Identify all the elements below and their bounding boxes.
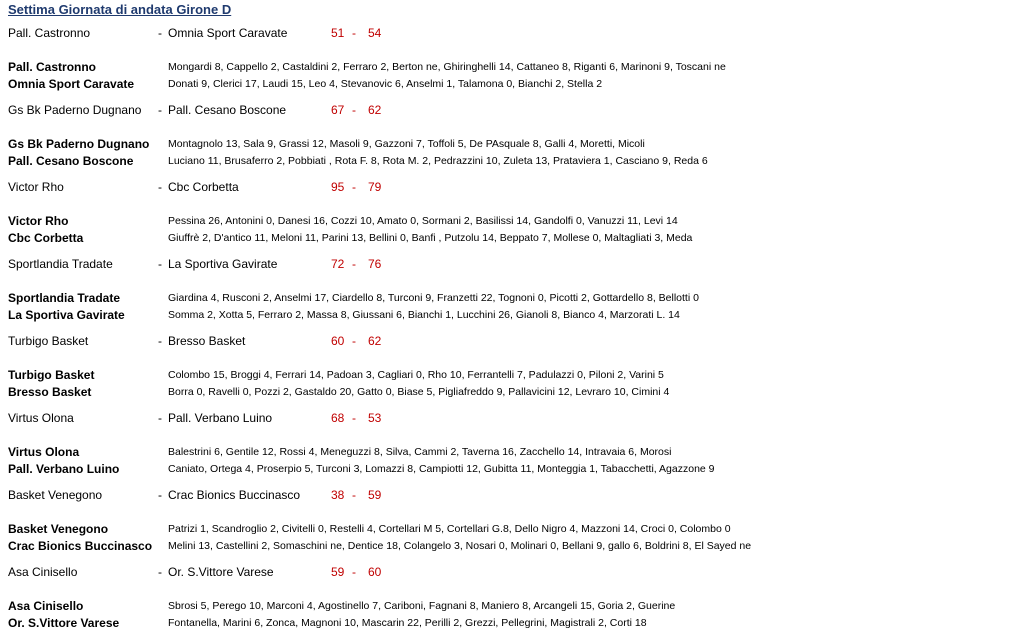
away-roster-row <box>0 539 1014 556</box>
match-separator: - <box>158 565 162 579</box>
match-row <box>0 103 1014 121</box>
match-away-team: Pall. Cesano Boscone <box>168 103 287 117</box>
score-home: 59 <box>331 565 345 579</box>
roster-players: Sbrosi 5, Perego 10, Marconi 4, Agostinello 7, Cariboni, Fagnani 8, Maniero 8, Arcangeli 15, Goria 2, Guerine <box>168 600 676 612</box>
score-home: 38 <box>331 488 345 502</box>
match-home-team: Sportlandia Tradate <box>8 257 113 271</box>
roster-team-name: Or. S.Vittore Varese <box>8 616 120 630</box>
score-separator: - <box>352 411 356 425</box>
match-separator: - <box>158 488 162 502</box>
match-away-team: La Sportiva Gavirate <box>168 257 278 271</box>
score-separator: - <box>352 257 356 271</box>
home-roster-row <box>0 214 1014 231</box>
roster-team-name: Virtus Olona <box>8 445 80 459</box>
away-roster-row <box>0 231 1014 248</box>
match-row <box>0 180 1014 198</box>
score-away: 62 <box>368 334 382 348</box>
home-roster-row <box>0 137 1014 154</box>
roster-players: Giuffrè 2, D'antico 11, Meloni 11, Parini 13, Bellini 0, Banfi , Putzolu 14, Beppato 7, Mollese 0, Maltagliati 3, Meda <box>168 232 693 244</box>
score-away: 60 <box>368 565 382 579</box>
roster-team-name: Pall. Castronno <box>8 60 97 74</box>
score-away: 53 <box>368 411 382 425</box>
roster-team-name: Victor Rho <box>8 214 69 228</box>
away-roster-row <box>0 308 1014 325</box>
match-away-team: Or. S.Vittore Varese <box>168 565 274 579</box>
match-separator: - <box>158 103 162 117</box>
score-separator: - <box>352 488 356 502</box>
match-away-team: Pall. Verbano Luino <box>168 411 273 425</box>
match-separator: - <box>158 411 162 425</box>
match-home-team: Turbigo Basket <box>8 334 89 348</box>
match-away-team: Crac Bionics Buccinasco <box>168 488 301 502</box>
home-roster-row <box>0 60 1014 77</box>
roster-players: Colombo 15, Broggi 4, Ferrari 14, Padoan 3, Cagliari 0, Rho 10, Ferrantelli 7, Padulazzi 0, Piloni 2, Varini 5 <box>168 369 664 381</box>
home-roster-row <box>0 522 1014 539</box>
score-home: 67 <box>331 103 345 117</box>
match-row <box>0 334 1014 352</box>
score-separator: - <box>352 334 356 348</box>
home-roster-row <box>0 368 1014 385</box>
away-roster-row <box>0 77 1014 94</box>
roster-players: Pessina 26, Antonini 0, Danesi 16, Cozzi 10, Amato 0, Sormani 2, Basilissi 14, Gandolfi 0, Vanuzzi 11, Levi 14 <box>168 215 678 227</box>
roster-players: Somma 2, Xotta 5, Ferraro 2, Massa 8, Giussani 6, Bianchi 1, Lucchini 26, Gianoli 8, Bianco 4, Marzorati L. 14 <box>168 309 680 321</box>
away-roster-row <box>0 385 1014 402</box>
match-row <box>0 565 1014 583</box>
away-roster-row <box>0 154 1014 171</box>
score-separator: - <box>352 565 356 579</box>
match-separator: - <box>158 26 162 40</box>
roster-team-name: Pall. Cesano Boscone <box>8 154 134 168</box>
page-title[interactable]: Settima Giornata di andata Girone D <box>8 2 232 17</box>
roster-team-name: Bresso Basket <box>8 385 92 399</box>
roster-team-name: Omnia Sport Caravate <box>8 77 135 91</box>
score-home: 68 <box>331 411 345 425</box>
roster-players: Caniato, Ortega 4, Proserpio 5, Turconi 3, Lomazzi 8, Campiotti 12, Gubitta 11, Monteggia 1, Tabacchetti, Agazzone 9 <box>168 463 715 475</box>
roster-players: Donati 9, Clerici 17, Laudi 15, Leo 4, Stevanovic 6, Anselmi 1, Talamona 0, Bianchi 2, Stella 2 <box>168 78 603 90</box>
roster-team-name: Turbigo Basket <box>8 368 95 382</box>
match-home-team: Basket Venegono <box>8 488 103 502</box>
match-home-team: Asa Cinisello <box>8 565 78 579</box>
score-away: 76 <box>368 257 382 271</box>
roster-players: Luciano 11, Brusaferro 2, Pobbiati , Rota F. 8, Rota M. 2, Pedrazzini 10, Zuleta 13, Prataviera 1, Casciano 9, Reda 6 <box>168 155 708 167</box>
roster-players: Montagnolo 13, Sala 9, Grassi 12, Masoli 9, Gazzoni 7, Toffoli 5, De PAsquale 8, Galli 4, Moretti, Micoli <box>168 138 645 150</box>
roster-players: Patrizi 1, Scandroglio 2, Civitelli 0, Restelli 4, Cortellari M 5, Cortellari G.8, Dello Nigro 4, Mazzoni 14, Croci 0, Colombo 0 <box>168 523 731 535</box>
match-away-team: Bresso Basket <box>168 334 246 348</box>
score-away: 62 <box>368 103 382 117</box>
roster-team-name: Sportlandia Tradate <box>8 291 121 305</box>
score-home: 60 <box>331 334 345 348</box>
away-roster-row <box>0 616 1014 633</box>
roster-players: Melini 13, Castellini 2, Somaschini ne, Dentice 18, Colangelo 3, Nosari 0, Molinari 0, Bellani 9, gallo 6, Boldrini 8, El Sayed ne <box>168 540 752 552</box>
match-away-team: Cbc Corbetta <box>168 180 239 194</box>
away-roster-row <box>0 462 1014 479</box>
roster-players: Mongardi 8, Cappello 2, Castaldini 2, Ferraro 2, Berton ne, Ghiringhelli 14, Cattaneo 8, Riganti 6, Marinoni 9, Toscani ne <box>168 61 726 73</box>
home-roster-row <box>0 599 1014 616</box>
score-home: 72 <box>331 257 345 271</box>
home-roster-row <box>0 445 1014 462</box>
roster-players: Giardina 4, Rusconi 2, Anselmi 17, Ciardello 8, Turconi 9, Franzetti 22, Tognoni 0, Picotti 2, Gottardello 8, Bellotti 0 <box>168 292 699 304</box>
match-home-team: Virtus Olona <box>8 411 74 425</box>
match-away-team: Omnia Sport Caravate <box>168 26 288 40</box>
match-row <box>0 488 1014 506</box>
match-home-team: Victor Rho <box>8 180 64 194</box>
roster-team-name: La Sportiva Gavirate <box>8 308 125 322</box>
match-home-team: Pall. Castronno <box>8 26 91 40</box>
roster-team-name: Crac Bionics Buccinasco <box>8 539 153 553</box>
match-home-team: Gs Bk Paderno Dugnano <box>8 103 142 117</box>
score-separator: - <box>352 103 356 117</box>
match-row <box>0 26 1014 44</box>
score-away: 59 <box>368 488 382 502</box>
roster-team-name: Pall. Verbano Luino <box>8 462 120 476</box>
roster-team-name: Basket Venegono <box>8 522 109 536</box>
score-home: 51 <box>331 26 345 40</box>
match-separator: - <box>158 257 162 271</box>
roster-team-name: Asa Cinisello <box>8 599 84 613</box>
match-row <box>0 411 1014 429</box>
home-roster-row <box>0 291 1014 308</box>
roster-players: Balestrini 6, Gentile 12, Rossi 4, Meneguzzi 8, Silva, Cammi 2, Taverna 16, Zacchello 14, Intravaia 6, Morosi <box>168 446 672 458</box>
score-away: 79 <box>368 180 382 194</box>
match-separator: - <box>158 180 162 194</box>
score-away: 54 <box>368 26 382 40</box>
roster-players: Fontanella, Marini 6, Zonca, Magnoni 10, Mascarin 22, Perilli 2, Grezzi, Pellegrini, Magistrali 2, Corti 18 <box>168 617 647 629</box>
roster-team-name: Gs Bk Paderno Dugnano <box>8 137 150 151</box>
roster-players: Borra 0, Ravelli 0, Pozzi 2, Gastaldo 20, Gatto 0, Biase 5, Pigliafreddo 9, Pallavicini 12, Levraro 10, Cimini 4 <box>168 386 670 398</box>
score-separator: - <box>352 26 356 40</box>
score-separator: - <box>352 180 356 194</box>
match-row <box>0 257 1014 275</box>
score-home: 95 <box>331 180 345 194</box>
match-separator: - <box>158 334 162 348</box>
roster-team-name: Cbc Corbetta <box>8 231 84 245</box>
